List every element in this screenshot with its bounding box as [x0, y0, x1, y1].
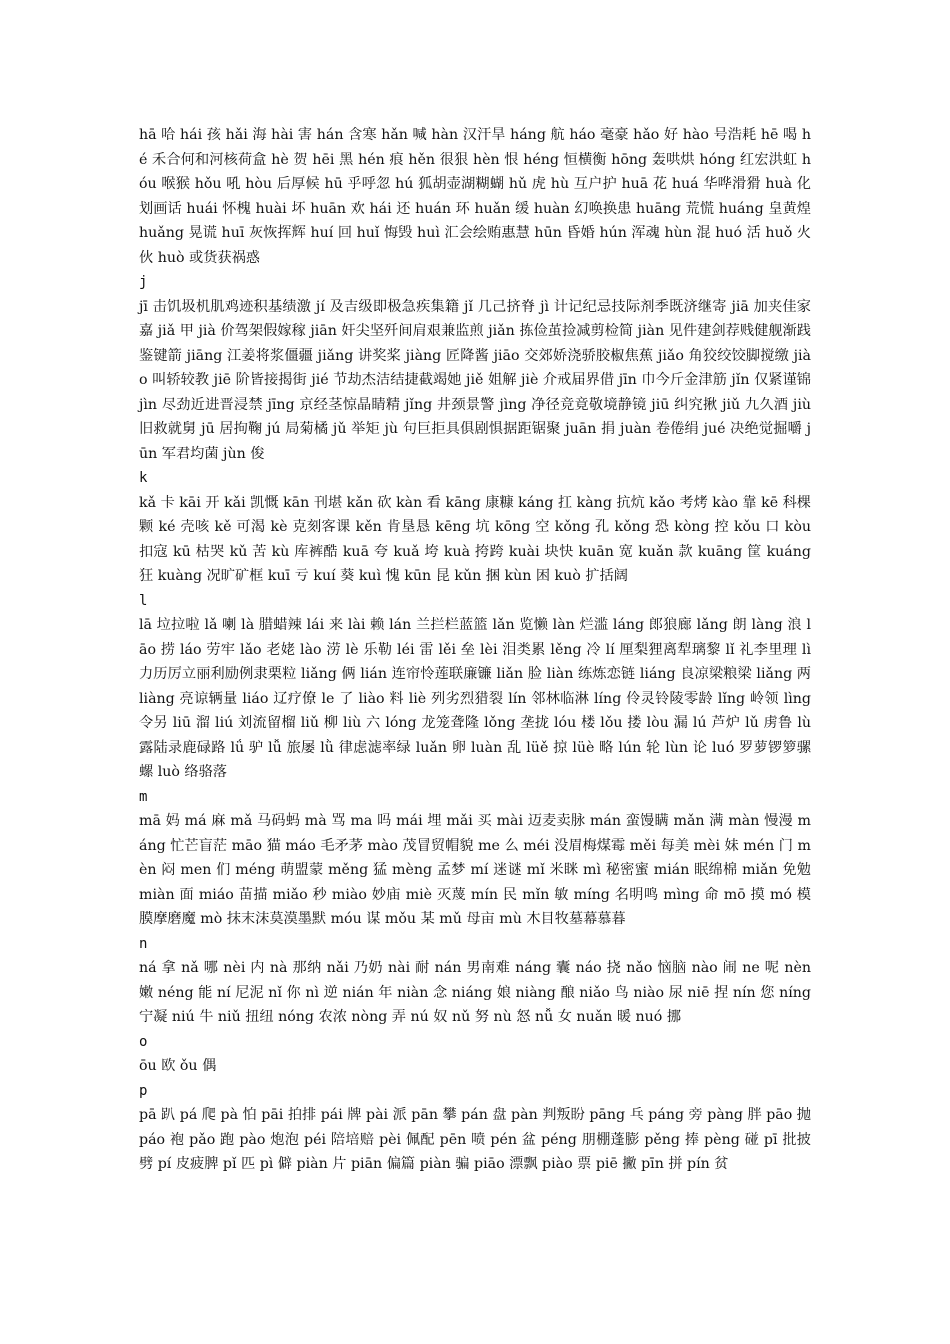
section-h-text: hā 哈 hái 孩 hǎi 海 hài 害 hán 含寒 hǎn 喊 hàn 汉汗旱 háng 航 háo 毫豪 hǎo 好 hào 号浩耗 hē 喝 hé 禾合何和河核荷盒 hè 贺 hēi 黑 hén 痕 hěn 很狠 hèn 恨 héng 恒横衡 hōng 轰哄烘 hóng 红宏洪虹 hóu 喉猴 hǒu 吼 hòu 后厚候 hū 乎呼忽 hú 狐胡壶湖糊蝴 hǔ 虎 hù 互户护 huā 花 huá 华哗滑猾 huà 化划画话 huái 怀槐 huài 坏 huān 欢 hái 还 huán 环 huǎn 缓 huàn 幻唤换患 huāng 荒慌 huáng 皇黄煌 huǎng 晃谎 huī 灰恢挥辉 huí 回 huǐ 悔毁 huì 汇会绘贿惠慧 hūn 昏婚 hún 浑魂 hùn 混 huó 活 huǒ 火伙 huò 或货获祸惑 [139, 127, 811, 266]
section-n-heading: n [139, 935, 148, 952]
section-j-heading: j [139, 274, 148, 290]
section-j-text: jī 击饥圾机肌鸡迹积基绩激 jí 及吉级即极急疾集籍 jǐ 几己挤脊 jì 计记纪忌技际剂季既济继寄 jiā 加夹佳家嘉 jiǎ 甲 jià 价驾架假嫁稼 jiān 奸尖坚歼间肩艰兼监煎 jiǎn 拣俭茧捡减剪检简 jiàn 见件建剑荐贱健舰渐践鉴键箭 jiāng 江姜将浆僵疆 jiǎng 讲奖桨 jiàng 匠降酱 jiāo 交郊娇浇骄胶椒焦蕉 jiǎo 角狡绞饺脚搅缴 jiào 叫轿较教 jiē 阶皆接揭街 jié 节劫杰洁结捷截竭她 jiě 姐解 jiè 介戒届界借 jīn 巾今斤金津筋 jǐn 仅紧谨锦 jìn 尽劲近进晋浸禁 jīng 京经茎惊晶睛精 jǐng 井颈景警 jìng 净径竞竟敬境静镜 jiū 纠究揪 jiǔ 九久酒 jiù 旧救就舅 jū 居拘鞠 jú 局菊橘 jǔ 举矩 jù 句巨拒具俱剧惧据距锯聚 juān 捐 juàn 卷倦绢 jué 决绝觉掘嚼 jūn 军君均菌 jùn 俊 [139, 298, 811, 462]
section-k-heading: k [139, 470, 148, 486]
section-o-text: ōu 欧 ǒu 偶 [139, 1058, 217, 1074]
section-m-heading: m [139, 788, 148, 805]
section-l-text: lā 垃拉啦 lǎ 喇 là 腊蜡辣 lái 来 lài 赖 lán 兰拦栏蓝篮 lǎn 览懒 làn 烂滥 láng 郎狼廊 lǎng 朗 làng 浪 lāo 捞 láo 劳牢 lǎo 老姥 lào 涝 lè 乐勒 léi 雷 lěi 垒 lèi 泪类累 lěng 冷 lí 厘梨狸离犁璃黎 lǐ 礼李里理 lì 力历厉立丽利励例隶栗粒 liǎng 俩 lián 连帘怜莲联廉镰 liǎn 脸 liàn 练炼恋链 liáng 良凉梁粮梁 liǎng 两 liàng 亮谅辆量 liáo 辽疗僚 le 了 liào 料 liè 列劣烈猎裂 lín 邻林临淋 líng 伶灵铃陵零龄 lǐng 岭领 lìng 令另 liū 溜 liú 刘流留榴 liǔ 柳 liù 六 lóng 龙笼聋隆 lǒng 垄拢 lóu 楼 lǒu 搂 lòu 漏 lú 芦炉 lǔ 虏鲁 lù 露陆录鹿碌路 lǘ 驴 lǚ 旅屡 lǜ 律虑滤率绿 luǎn 卵 luàn 乱 lüě 掠 lüè 略 lún 轮 lùn 论 luó 罗萝锣箩骡螺 luò 络骆落 [139, 617, 811, 780]
section-o-heading: o [139, 1033, 148, 1050]
pinyin-character-list [139, 123, 811, 1177]
section-p-text: pā 趴 pá 爬 pà 怕 pāi 拍排 pái 牌 pài 派 pān 攀 pán 盘 pàn 判叛盼 pāng 乓 páng 旁 pàng 胖 pāo 抛 páo 袍 pǎo 跑 pào 炮泡 péi 陪培赔 pèi 佩配 pēn 喷 pén 盆 péng 朋棚蓬膨 pěng 捧 pèng 碰 pī 批披劈 pí 皮疲脾 pǐ 匹 pì 僻 piàn 片 piān 偏篇 piàn 骗 piāo 漂飘 piào 票 piē 撇 pīn 拼 pín 贫 [139, 1107, 811, 1172]
section-m-text: mā 妈 má 麻 mǎ 马码蚂 mà 骂 ma 吗 mái 埋 mǎi 买 mài 迈麦卖脉 mán 蛮馒瞒 mǎn 满 màn 慢漫 máng 忙芒盲茫 māo 猫 máo 毛矛茅 mào 茂冒贸帽貌 me 么 méi 没眉梅煤霉 měi 每美 mèi 妹 mén 门 mèn 闷 men 们 méng 萌盟蒙 měng 猛 mèng 孟梦 mí 迷谜 mǐ 米眯 mì 秘密蜜 mián 眠绵棉 miǎn 免勉 miàn 面 miáo 苗描 miǎo 秒 miào 妙庙 miè 灭蔑 mín 民 mǐn 敏 míng 名明鸣 mìng 命 mō 摸 mó 模膜摩磨魔 mò 抹末沫莫漠墨默 móu 谋 mǒu 某 mǔ 母亩 mù 木目牧墓幕慕暮 [139, 813, 811, 927]
section-n-text: ná 拿 nǎ 哪 nèi 内 nà 那纳 nǎi 乃奶 nài 耐 nán 男南难 náng 囊 náo 挠 nǎo 恼脑 nào 闹 ne 呢 nèn 嫩 néng 能 ní 尼泥 nǐ 你 nì 逆 nián 年 niàn 念 niáng 娘 niàng 酿 niǎo 鸟 niào 尿 niē 捏 nín 您 níng 宁凝 niú 牛 niǔ 扭纽 nóng 农浓 nòng 弄 nú 奴 nǔ 努 nù 怒 nǚ 女 nuǎn 暖 nuó 挪 [139, 960, 811, 1025]
section-l-heading: l [139, 592, 148, 609]
section-k-text: kǎ 卡 kāi 开 kǎi 凯慨 kān 刊堪 kǎn 砍 kàn 看 kāng 康糠 káng 扛 kàng 抗炕 kǎo 考烤 kào 靠 kē 科棵颗 ké 壳咳 kě 可渴 kè 克刻客课 kěn 肯垦恳 kēng 坑 kōng 空 kǒng 孔 kǒng 恐 kòng 控 kǒu 口 kòu 扣寇 kū 枯哭 kǔ 苦 kù 库裤酷 kuā 夸 kuǎ 垮 kuà 挎跨 kuài 块快 kuān 宽 kuǎn 款 kuāng 筐 kuáng 狂 kuàng 况旷矿框 kuī 亏 kuí 葵 kuì 愧 kūn 昆 kǔn 捆 kùn 困 kuò 扩括阔 [139, 494, 811, 584]
section-p-heading: p [139, 1082, 148, 1099]
